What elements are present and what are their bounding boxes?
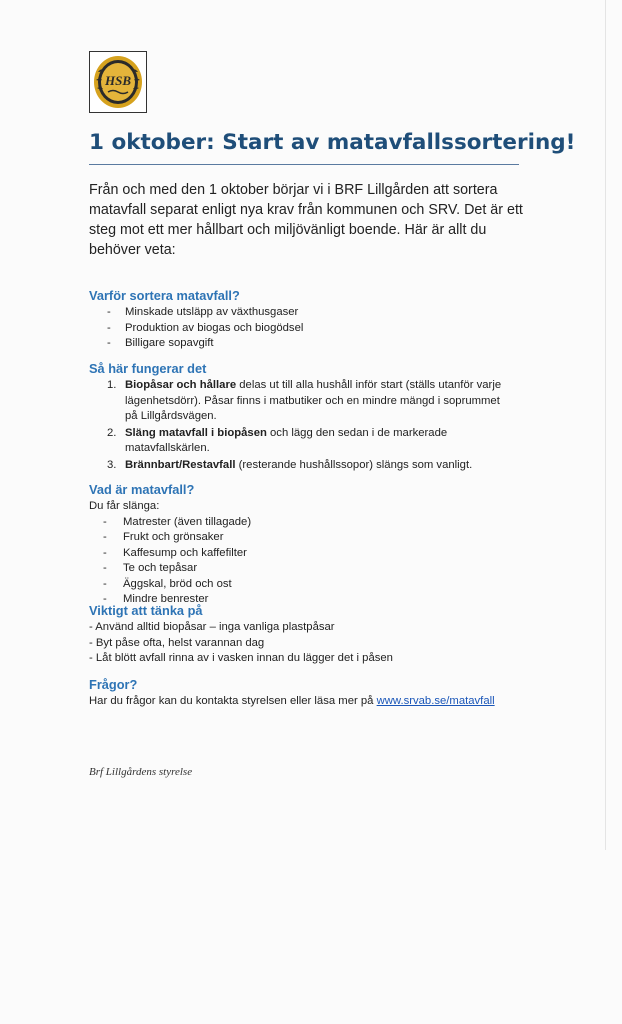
srvab-link[interactable]: www.srvab.se/matavfall	[376, 695, 495, 707]
what-section	[89, 482, 529, 608]
list-item: - Äggskal, bröd och ost	[103, 577, 232, 590]
list-item: - Kaffesump och kaffefilter	[103, 546, 247, 559]
list-item: - Mindre benrester	[103, 593, 209, 605]
list-item: - Minskade utsläpp av växthusgaser	[107, 306, 299, 318]
page-edge	[605, 0, 606, 850]
list-item: - Frukt och grönsaker	[103, 531, 224, 543]
list-item: - Produktion av biogas och biogödsel	[107, 321, 304, 334]
questions-heading: Frågor?	[89, 677, 138, 692]
what-lead: Du får slänga:	[89, 500, 160, 512]
intro-paragraph: Från och med den 1 oktober börjar vi i BRF Lillgården att sortera matavfall separat enligt nya krav från kommunen och SRV. Det är ett steg mot ett mer hållbart och miljövänligt boende. Här är allt du behöver veta:	[89, 182, 523, 258]
important-item: - Använd alltid biopåsar – inga vanliga plastpåsar	[89, 621, 335, 633]
logo-text: HSB	[104, 73, 132, 88]
list-item: - Te och tepåsar	[103, 562, 198, 574]
important-item: - Byt påse ofta, helst varannan dag	[89, 636, 265, 649]
list-item: - Billigare sopavgift	[107, 337, 214, 349]
step-item: 2. Släng matavfall i biopåsen och lägg den sedan i de markerade matavfallskärlen.	[107, 426, 448, 454]
how-section	[89, 361, 529, 474]
what-heading: Vad är matavfall?	[89, 482, 195, 497]
important-section	[89, 603, 529, 667]
hsb-seal-logo-icon	[92, 54, 144, 110]
how-steps	[89, 378, 529, 473]
signature: Brf Lillgårdens styrelse	[89, 766, 193, 778]
questions-body: Har du frågor kan du kontakta styrelsen eller läsa mer på	[89, 695, 377, 707]
list-item: - Matrester (även tillagade)	[103, 515, 252, 528]
page-title: 1 oktober: Start av matavfallssortering!	[89, 130, 576, 155]
how-heading: Så här fungerar det	[89, 361, 207, 376]
title-divider	[89, 164, 519, 165]
what-list	[89, 515, 529, 608]
questions-text	[89, 694, 529, 710]
step-item: 1. Biopåsar och hållare delas ut till alla hushåll inför start (ställs utanför varje lägenhetsdörr). Påsar finns i matbutiker och en mindre mängd i soprummet på Lillgårdsvägen.	[107, 379, 502, 422]
questions-section	[89, 677, 529, 710]
step-item: 3. Brännbart/Restavfall (resterande hushållssopor) slängs som vanligt.	[107, 458, 473, 471]
important-item: - Låt blött avfall rinna av i vasken innan du lägger det i påsen	[89, 652, 393, 664]
why-heading: Varför sortera matavfall?	[89, 288, 240, 303]
hsb-logo	[89, 51, 147, 113]
why-section	[89, 288, 529, 352]
important-heading: Viktigt att tänka på	[89, 603, 203, 618]
why-list	[89, 305, 529, 352]
